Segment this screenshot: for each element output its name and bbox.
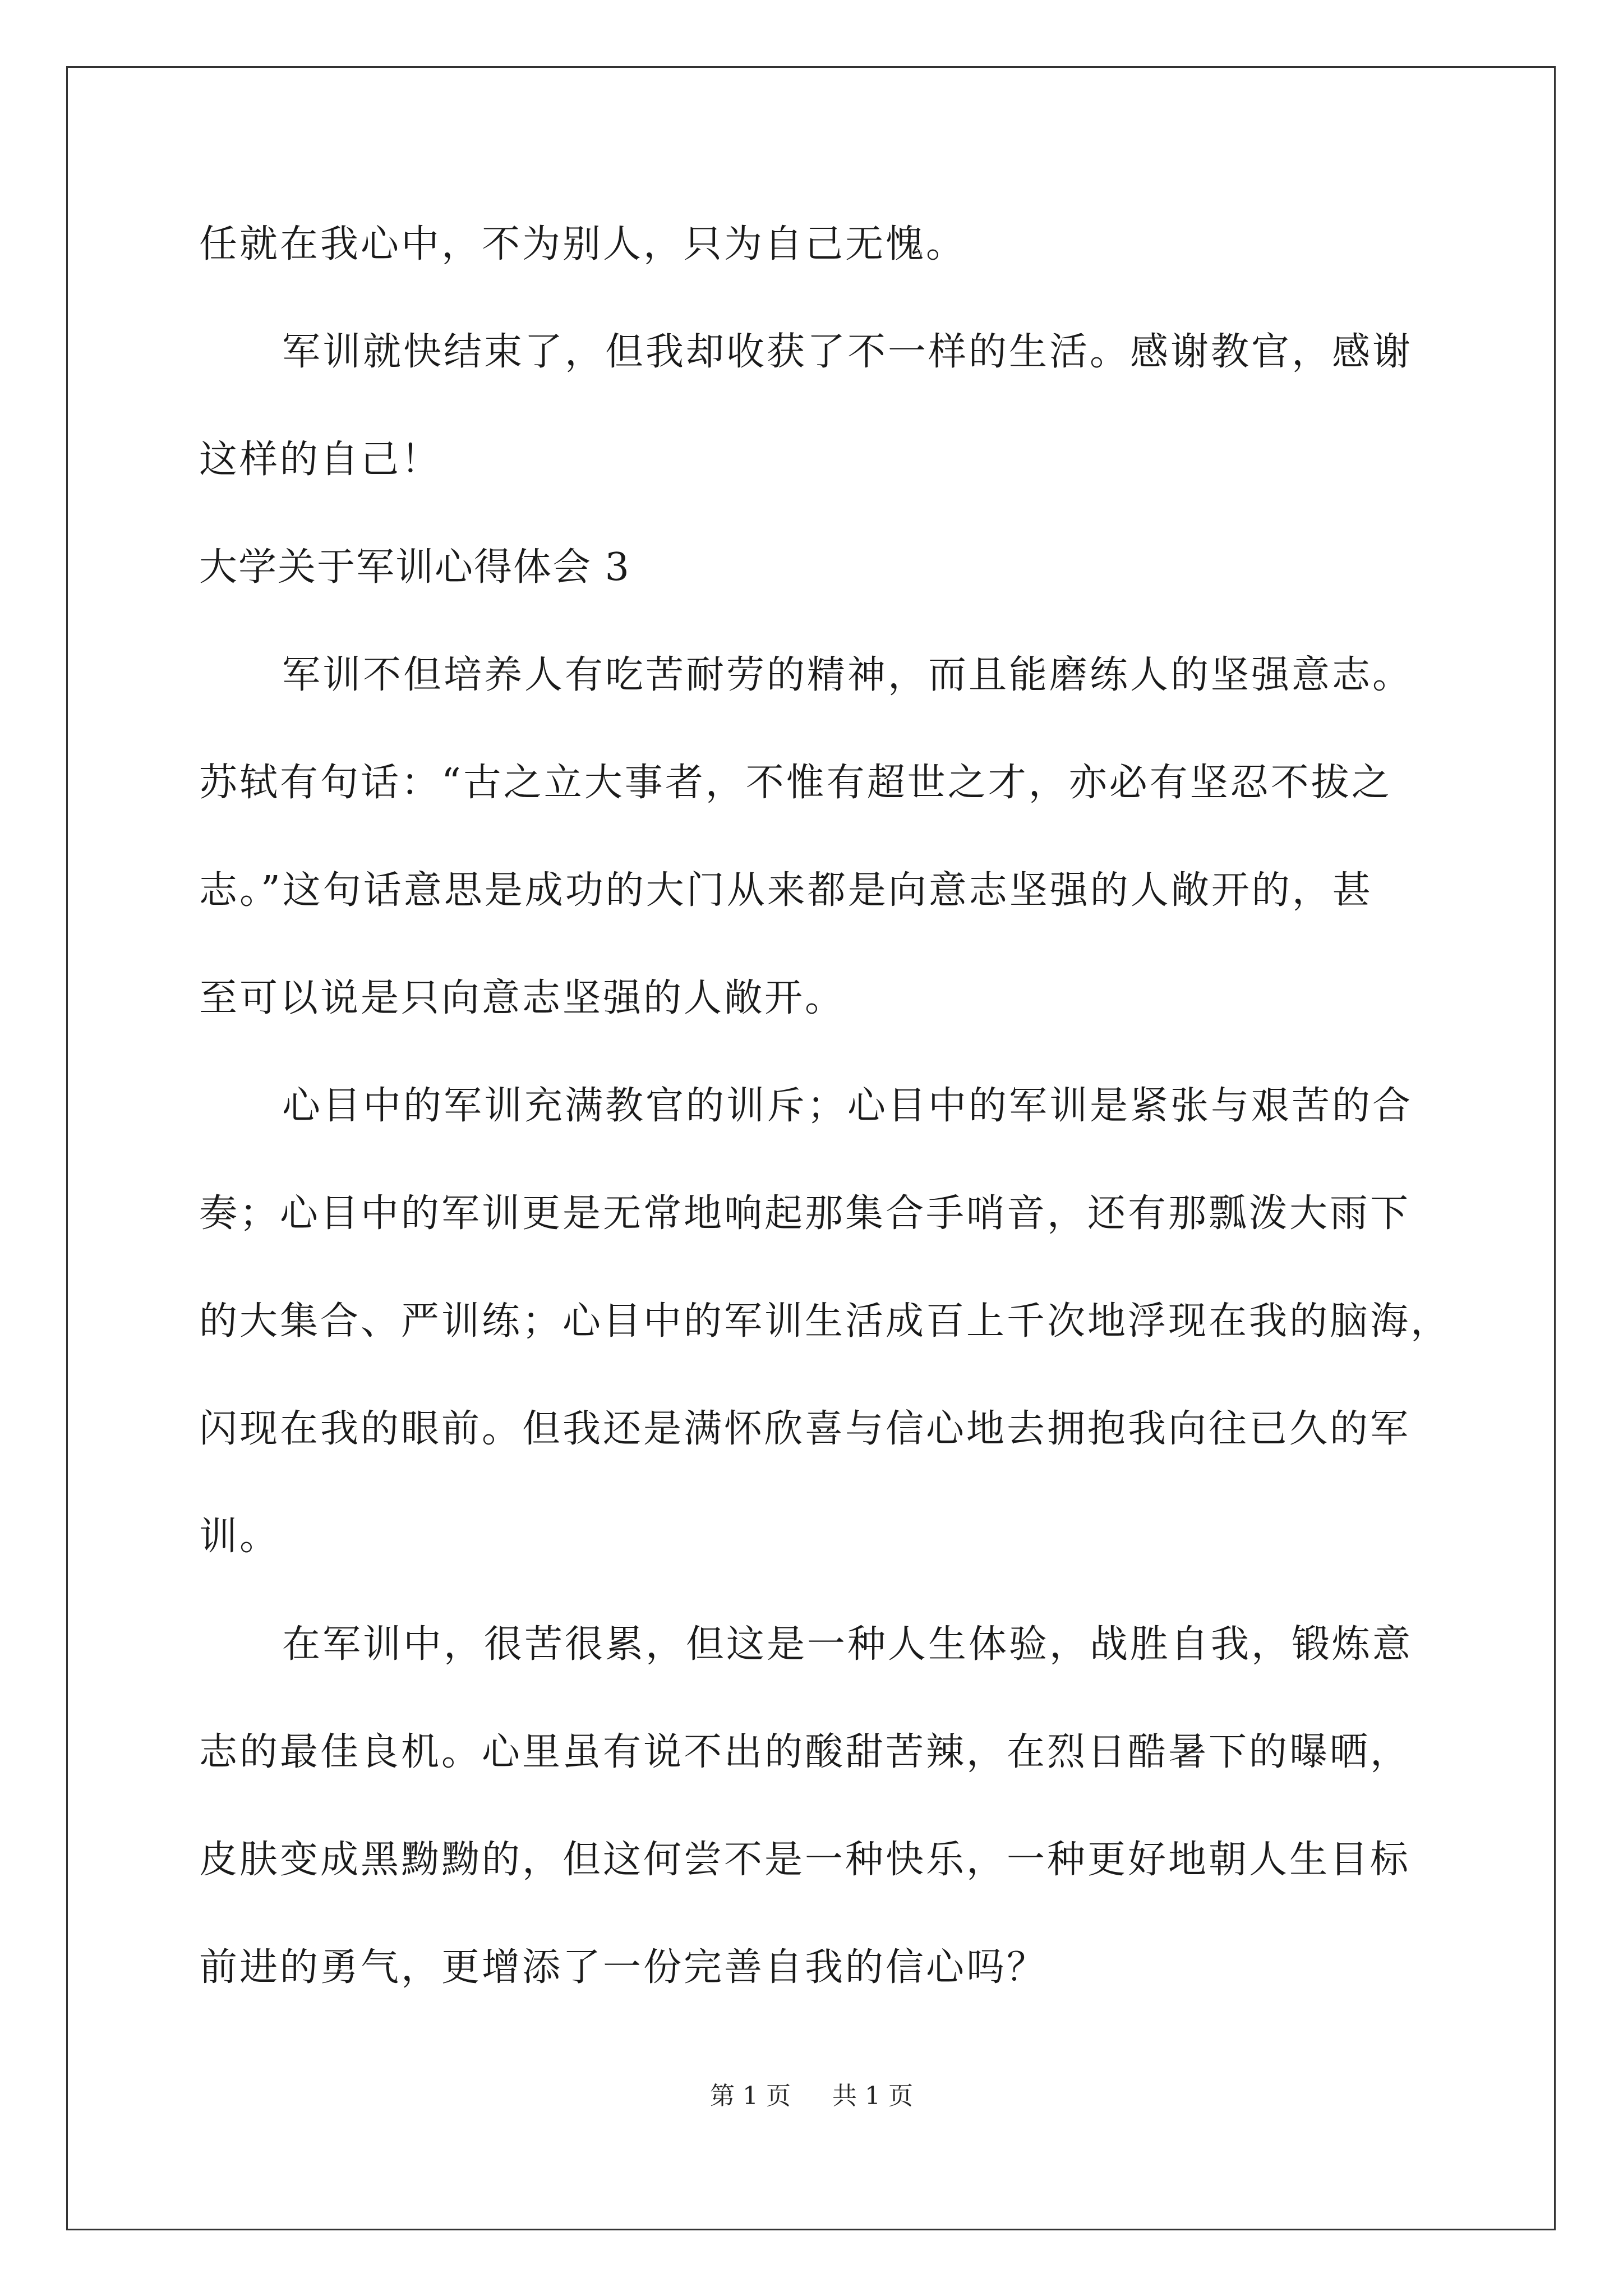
text-line: 奏；心目中的军训更是无常地响起那集合手哨音，还有那瓢泼大雨下: [199, 1191, 1411, 1236]
text-line: 闪现在我的眼前。但我还是满怀欣喜与信心地去拥抱我向往已久的军: [199, 1407, 1411, 1451]
document-body: [199, 191, 1451, 2022]
text-line: 心目中的军训充满教官的训斥；心目中的军训是紧张与艰苦的合: [282, 1084, 1413, 1128]
text-line: 任就在我心中，不为别人，只为自己无愧。: [199, 222, 967, 266]
text-line: 在军训中，很苦很累，但这是一种人生体验，战胜自我，锻炼意: [282, 1622, 1413, 1667]
text-line: 这样的自己！: [199, 438, 442, 482]
page-number-total: 共 1 页: [832, 2082, 913, 2110]
text-line: 军训不但培养人有吃苦耐劳的精神，而且能磨练人的坚强意志。: [282, 653, 1413, 697]
text-line: 训。: [199, 1515, 280, 1559]
text-line: 的大集合、严训练；心目中的军训生活成百上千次地浮现在我的脑海，: [199, 1299, 1451, 1343]
text-line: 志的最佳良机。心里虽有说不出的酸甜苦辣，在烈日酷暑下的曝晒，: [199, 1730, 1411, 1774]
text-line: 前进的勇气，更增添了一份完善自我的信心吗？: [199, 1945, 1048, 1990]
text-line: 军训就快结束了，但我却收获了不一样的生活。感谢教官，感谢: [282, 330, 1413, 374]
text-line: 至可以说是只向意志坚强的人敞开。: [199, 976, 846, 1020]
page-footer: [0, 2076, 1623, 2111]
section-heading: 大学关于军训心得体会 3: [199, 545, 630, 590]
text-line: 皮肤变成黑黝黝的，但这何尝不是一种快乐，一种更好地朝人生目标: [199, 1838, 1411, 1882]
text-line: 志。”这句话意思是成功的大门从来都是向意志坚强的人敞开的，甚: [199, 868, 1373, 913]
text-line: 苏轼有句话：“古之立大事者，不惟有超世之才，亦必有坚忍不拔之: [199, 761, 1392, 805]
page-number-current: 第 1 页: [710, 2082, 791, 2110]
